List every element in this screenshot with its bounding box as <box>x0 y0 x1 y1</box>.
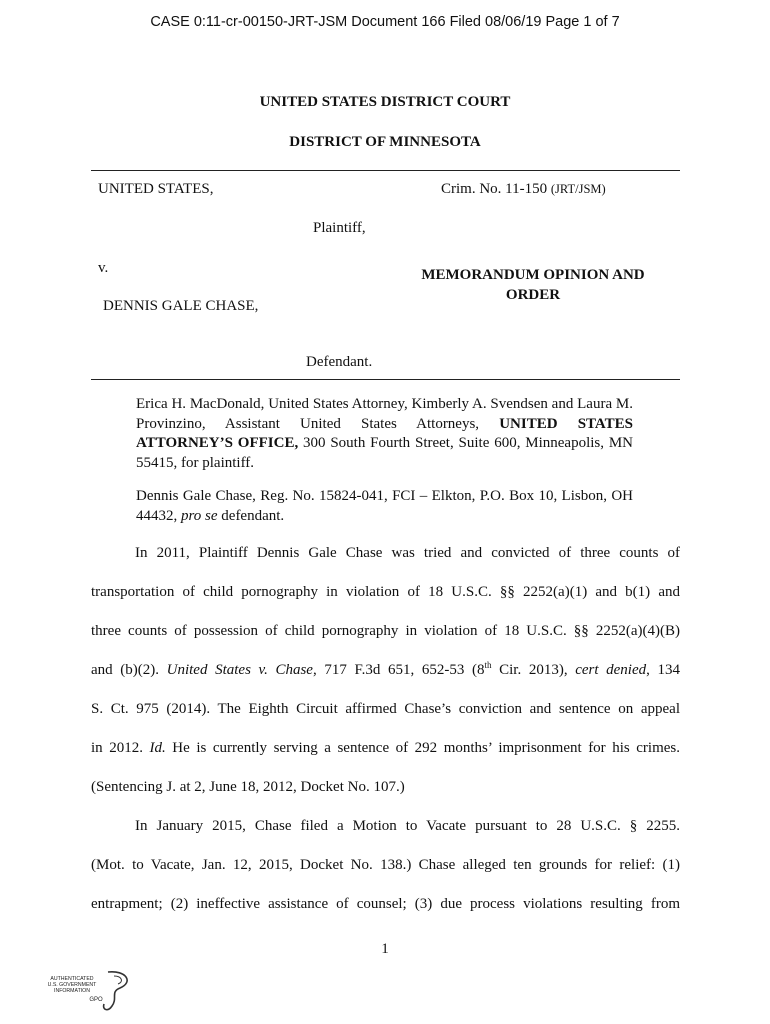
case-citation: United States v. Chase <box>166 662 313 678</box>
plaintiff-counsel-address: 300 South Fourth Street, Suite 600, Minneapolis, MN 55415, for plaintiff. <box>136 435 633 471</box>
text-span: , 134 <box>646 662 681 678</box>
id-citation: Id. <box>149 740 166 756</box>
logo-line-3: INFORMATION <box>54 988 90 994</box>
document-title-line-2: ORDER <box>505 287 561 303</box>
plaintiff-role: Plaintiff, <box>313 220 366 236</box>
case-number <box>441 181 606 198</box>
case-number-text: Crim. No. 11-150 <box>441 181 548 197</box>
text-span: , 717 F.3d 651, 652-53 (8 <box>312 662 485 678</box>
page-number: 1 <box>381 941 389 957</box>
cert-denied: cert denied <box>575 662 647 678</box>
plaintiff-counsel-names: Erica H. MacDonald, United States Attorney, Kimberly A. Svendsen and Laura M. Provinzino, Assistant United States Attorneys, <box>136 396 633 432</box>
text-line: three counts of possession of child pornography in violation of 18 U.S.C. §§ 2252(a)(4)(B) <box>91 623 680 639</box>
text-line: In January 2015, Chase filed a Motion to Vacate pursuant to 28 U.S.C. § 2255. <box>135 818 680 834</box>
text-line: transportation of child pornography in violation of 18 U.S.C. §§ 2252(a)(1) and b(1) and <box>91 584 680 600</box>
text-span: He is currently serving a sentence of 292 months’ imprisonment for his crimes. <box>165 740 680 756</box>
text-line: (Mot. to Vacate, Jan. 12, 2015, Docket No. 138.) Chase alleged ten grounds for relief: (1) <box>91 857 680 873</box>
defendant-pro-se: pro se <box>181 507 218 524</box>
defendant-counsel-role: defendant. <box>217 507 285 524</box>
ordinal-superscript: th <box>484 660 492 670</box>
gpo-authentication-logo <box>38 968 138 1016</box>
text-line: In 2011, Plaintiff Dennis Gale Chase was tried and convicted of three counts of <box>135 545 680 561</box>
text-line: (Sentencing J. at 2, June 18, 2012, Docket No. 107.) <box>91 779 405 795</box>
case-header: CASE 0:11-cr-00150-JRT-JSM Document 166 Filed 08/06/19 Page 1 of 7 <box>150 14 620 30</box>
text-line: S. Ct. 975 (2014). The Eighth Circuit affirmed Chase’s conviction and sentence on appeal <box>91 701 680 717</box>
document-title <box>402 265 664 305</box>
plaintiff-counsel <box>136 395 633 473</box>
document-title-line-1: MEMORANDUM OPINION AND <box>421 267 645 283</box>
eagle-wing-icon <box>114 976 121 984</box>
logo-line-4: GPO <box>89 997 103 1003</box>
caption-bottom-rule <box>91 379 680 380</box>
defendant-role: Defendant. <box>306 354 373 370</box>
logo-line-1: AUTHENTICATED <box>50 976 94 982</box>
paragraph-1 <box>91 545 680 805</box>
defendant-name: DENNIS GALE CHASE, <box>103 298 259 314</box>
defendant-counsel-address: Dennis Gale Chase, Reg. No. 15824-041, FCI – Elkton, P.O. Box 10, Lisbon, OH 44432, <box>136 488 633 524</box>
eagle-swoosh-icon <box>104 972 128 1010</box>
paragraph-2 <box>91 818 680 918</box>
text-line: entrapment; (2) ineffective assistance of counsel; (3) due process violations resulting from <box>91 896 680 912</box>
text-span: Cir. 2013), <box>491 662 576 678</box>
plaintiff-counsel-office: UNITED STATES ATTORNEY’S OFFICE, <box>136 415 633 451</box>
text-line <box>91 662 680 679</box>
court-district: DISTRICT OF MINNESOTA <box>289 134 481 150</box>
case-judges: (JRT/JSM) <box>550 182 606 196</box>
court-name: UNITED STATES DISTRICT COURT <box>259 94 511 110</box>
text-span: in 2012. <box>91 740 150 756</box>
plaintiff-name: UNITED STATES, <box>98 181 214 197</box>
caption-top-rule <box>91 170 680 171</box>
versus: v. <box>98 260 109 276</box>
defendant-counsel <box>136 487 633 526</box>
logo-line-2: U.S. GOVERNMENT <box>47 982 97 988</box>
text-line <box>91 740 680 757</box>
text-span: and (b)(2). <box>91 662 167 678</box>
